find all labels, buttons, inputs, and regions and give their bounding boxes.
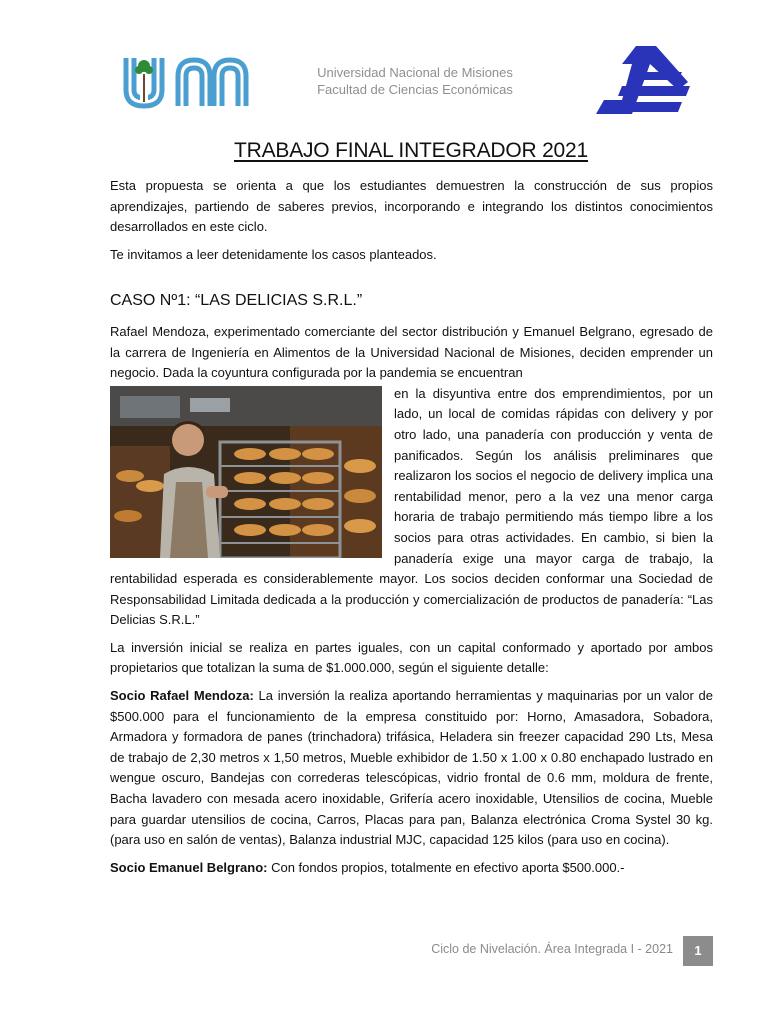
intro-paragraph: Esta propuesta se orienta a que los estudiantes demuestren la construcción de sus propios aprendizajes, partiendo de saberes previos, incorporando e integrando los distintos conocimientos desarrollados en este ciclo. bbox=[110, 178, 713, 235]
partner1-label: Socio Rafael Mendoza: bbox=[110, 688, 254, 704]
case-text-start: Rafael Mendoza, experimentado comerciante del sector distribución y Emanuel Belgrano, egresado de la carrera de Ingeniería en Alimentos de la Universidad Nacional de Misiones, deciden emprender un negocio. Dada la coyuntura configurada por la pandemia se encuentran bbox=[110, 323, 713, 381]
intro-invitation: Te invitamos a leer detenidamente los casos planteados. bbox=[110, 246, 437, 262]
document-body bbox=[110, 176, 713, 885]
case-heading: CASO Nº1: “LAS DELICIAS S.R.L.” bbox=[110, 292, 363, 310]
partner2-label: Socio Emanuel Belgrano: bbox=[110, 859, 268, 875]
faculty-name: Facultad de Ciencias Económicas bbox=[317, 82, 513, 97]
document-title: TRABAJO FINAL INTEGRADOR 2021 bbox=[233, 139, 588, 162]
page-number: 1 bbox=[683, 936, 713, 966]
university-name: Universidad Nacional de Misiones bbox=[317, 65, 513, 80]
fce-logo bbox=[592, 44, 692, 120]
case-body-with-image bbox=[110, 384, 713, 631]
partner1-paragraph bbox=[110, 686, 713, 851]
partner2-paragraph bbox=[110, 858, 713, 879]
case-text-wrap: en la disyuntiva entre dos emprendimientos, por un lado, un local de comidas rápidas con delivery y por otro lado, una panadería con producción y venta de panificados. Según los análisis preliminares que realizaron los socios el negocio de delivery implica una rentabilidad menor, pero a la vez una menor carga horaria de trabajo permitiendo más tiempo libre a los socios para otras actividades. En cambio, si bien la panadería exige una mayor carga de trabajo, la rentabilidad esperada es considerablemente mayor. Los socios deciden conformar una Sociedad de Responsabilidad Limitada dedicada a la producción y comercialización de productos de panadería: “Las Delicias S.R.L.” bbox=[110, 385, 713, 628]
footer-text: Ciclo de Nivelación. Área Integrada I - 2021 bbox=[431, 942, 673, 956]
partner1-text: La inversión la realiza aportando herramientas y maquinarias por un valor de $500.000 para el funcionamiento de la empresa constituido por: Horno, Amasadora, Sobadora, Armadora y formadora de panes (trinchadora) trifásica, Heladera sin freezer capacidad 290 Lts, Mesa de trabajo de 2,30 metros x 1,50 metros, Mueble exhibidor de 1.50 x 1.00 x 0.80 enchapado lustrado en wengue oscuro, Bandejas con correderas telescópicas, vidrio frontal de 0.6 mm, moldura de frente, Bacha lavadero con mesada acero inoxidable, Grifería acero inoxidable, Utensilios de cocina, Mueble para guardar utensilios de cocina, Carros, Placas para pan, Balanza electrónica Croma Systel 30 kg. (para uso en salón de ventas), Balanza industrial MJC, capacidad 125 kilos (para uso en cocina). bbox=[110, 688, 714, 848]
partner2-text: Con fondos propios, totalmente en efectivo aporta $500.000.- bbox=[267, 859, 625, 875]
page-footer bbox=[410, 936, 713, 966]
baker-photo bbox=[110, 386, 382, 558]
institution-header bbox=[270, 64, 560, 98]
unam-logo bbox=[118, 50, 260, 112]
investment-paragraph: La inversión inicial se realiza en partes iguales, con un capital conformado y aportado por ambos propietarios que totalizan la suma de $1.000.000, según el siguiente detalle: bbox=[110, 639, 713, 676]
case-paragraph bbox=[110, 322, 713, 384]
